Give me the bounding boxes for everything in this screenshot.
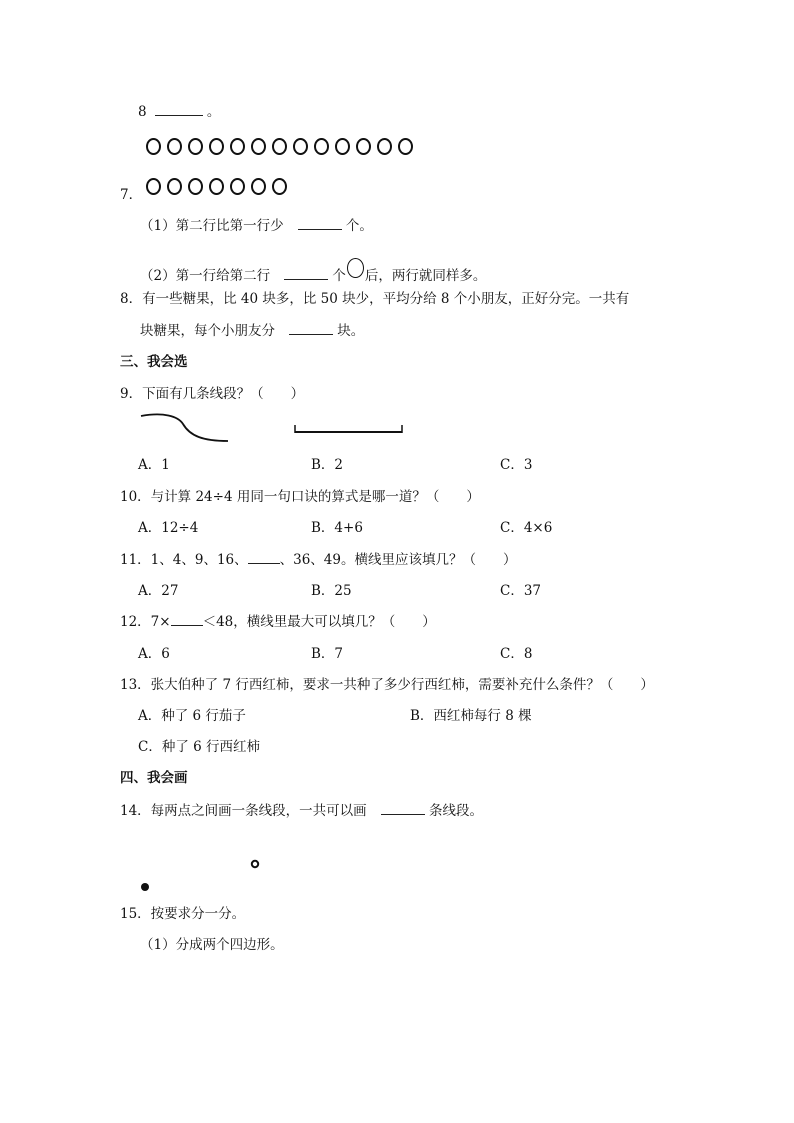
q13-text: 13．张大伯种了 7 行西红柿，要求一共种了多少行西红柿，需要补充什么条件？（ ） (120, 677, 654, 693)
q7-sub1-after: 个。 (345, 218, 373, 234)
q11-option-c[interactable]: C．37 (500, 583, 542, 599)
q14-text (120, 802, 483, 820)
q11-option-a[interactable]: A．27 (138, 583, 179, 599)
q11-text (120, 551, 516, 569)
curved-line (141, 414, 228, 441)
point-1[interactable] (252, 861, 258, 867)
point-2[interactable] (141, 883, 149, 891)
circle-icon (251, 138, 266, 155)
q12-option-c[interactable]: C．8 (500, 646, 533, 662)
q7-sub1-text: （1）第二行比第一行少 (140, 218, 284, 234)
circle-icon (188, 178, 203, 195)
circle-icon (209, 178, 224, 195)
q12-text (120, 613, 436, 631)
q6-tail (138, 103, 220, 121)
q11-option-b[interactable]: B．25 (311, 583, 352, 599)
section-heading-choose: 三、我会选 (120, 354, 188, 370)
q9-option-a[interactable]: A．1 (138, 457, 170, 473)
q7-sub1-blank[interactable] (298, 217, 342, 230)
q13-option-a[interactable]: A．种了 6 行茄子 (138, 708, 246, 724)
q9-option-c[interactable]: C．3 (500, 457, 533, 473)
q12-option-a[interactable]: A．6 (138, 646, 170, 662)
q10-text: 10．与计算 24÷4 用同一句口诀的算式是哪一道？（ ） (120, 489, 480, 505)
circle-icon (272, 178, 287, 195)
q12-blank[interactable] (171, 613, 203, 626)
q11-before: 11．1、4、9、16、 (120, 552, 248, 568)
q6-suffix: 。 (206, 104, 221, 120)
circle-icon (146, 178, 161, 195)
q8-line2-text: 块糖果，每个小朋友分 (140, 323, 275, 339)
q6-prefix: 8 (138, 104, 147, 120)
q8-line2 (140, 322, 364, 340)
q9-option-b[interactable]: B．2 (311, 457, 344, 473)
circle-icon (251, 178, 266, 195)
q7-sub2-mid: 个 (332, 268, 346, 284)
section-heading-draw: 四、我会画 (120, 770, 188, 786)
q8-line2-after: 块。 (337, 323, 365, 339)
q8-line1: 8．有一些糖果，比 40 块多，比 50 块少，平均分给 8 个小朋友，正好分完。一共有 (120, 291, 630, 307)
circle-icon (377, 138, 392, 155)
q15-sub1: （1）分成两个四边形。 (140, 937, 284, 953)
circle-icon (209, 138, 224, 155)
q6-answer-blank[interactable] (155, 103, 203, 116)
circle-row-2 (146, 178, 287, 195)
circle-icon (293, 138, 308, 155)
q14-after: 条线段。 (428, 803, 483, 819)
q10-option-b[interactable]: B．4+6 (311, 520, 363, 536)
circle-icon (167, 138, 182, 155)
circle-icon (146, 138, 161, 155)
q14-points (136, 852, 276, 897)
q10-option-a[interactable]: A．12÷4 (138, 520, 199, 536)
q8-blank[interactable] (289, 322, 333, 335)
q11-blank[interactable] (248, 551, 280, 564)
circle-icon (188, 138, 203, 155)
q9-text: 9．下面有几条线段？（ ） (120, 386, 305, 402)
circle-icon (230, 138, 245, 155)
circle-icon (167, 178, 182, 195)
q12-after: ＜48，横线里最大可以填几？（ ） (202, 614, 436, 630)
q15-text: 15．按要求分一分。 (120, 906, 246, 922)
circle-icon (230, 178, 245, 195)
circle-icon (398, 138, 413, 155)
q12-before: 12．7× (120, 614, 171, 630)
circle-row-1 (146, 138, 413, 155)
q7-sub2-text: （2）第一行给第二行 (140, 268, 271, 284)
q9-figures (138, 408, 418, 448)
q7-sub2-blank[interactable] (284, 267, 328, 280)
circle-icon (335, 138, 350, 155)
q12-option-b[interactable]: B．7 (311, 646, 344, 662)
q14-before: 14．每两点之间画一条线段，一共可以画 (120, 803, 367, 819)
q7-sub2 (140, 258, 486, 285)
circle-icon (272, 138, 287, 155)
circle-icon (314, 138, 329, 155)
q14-blank[interactable] (381, 802, 425, 815)
q7-sub2-after: 后，两行就同样多。 (364, 268, 487, 284)
circle-icon (347, 258, 364, 278)
q11-after: 、36、49。横线里应该填几？（ ） (279, 552, 517, 568)
q13-option-c[interactable]: C．种了 6 行西红柿 (138, 739, 261, 755)
q7-sub1 (140, 217, 373, 235)
q7-number: 7． (120, 187, 143, 203)
circle-icon (356, 138, 371, 155)
q10-option-c[interactable]: C．4×6 (500, 520, 553, 536)
q13-option-b[interactable]: B．西红柿每行 8 棵 (410, 708, 532, 724)
